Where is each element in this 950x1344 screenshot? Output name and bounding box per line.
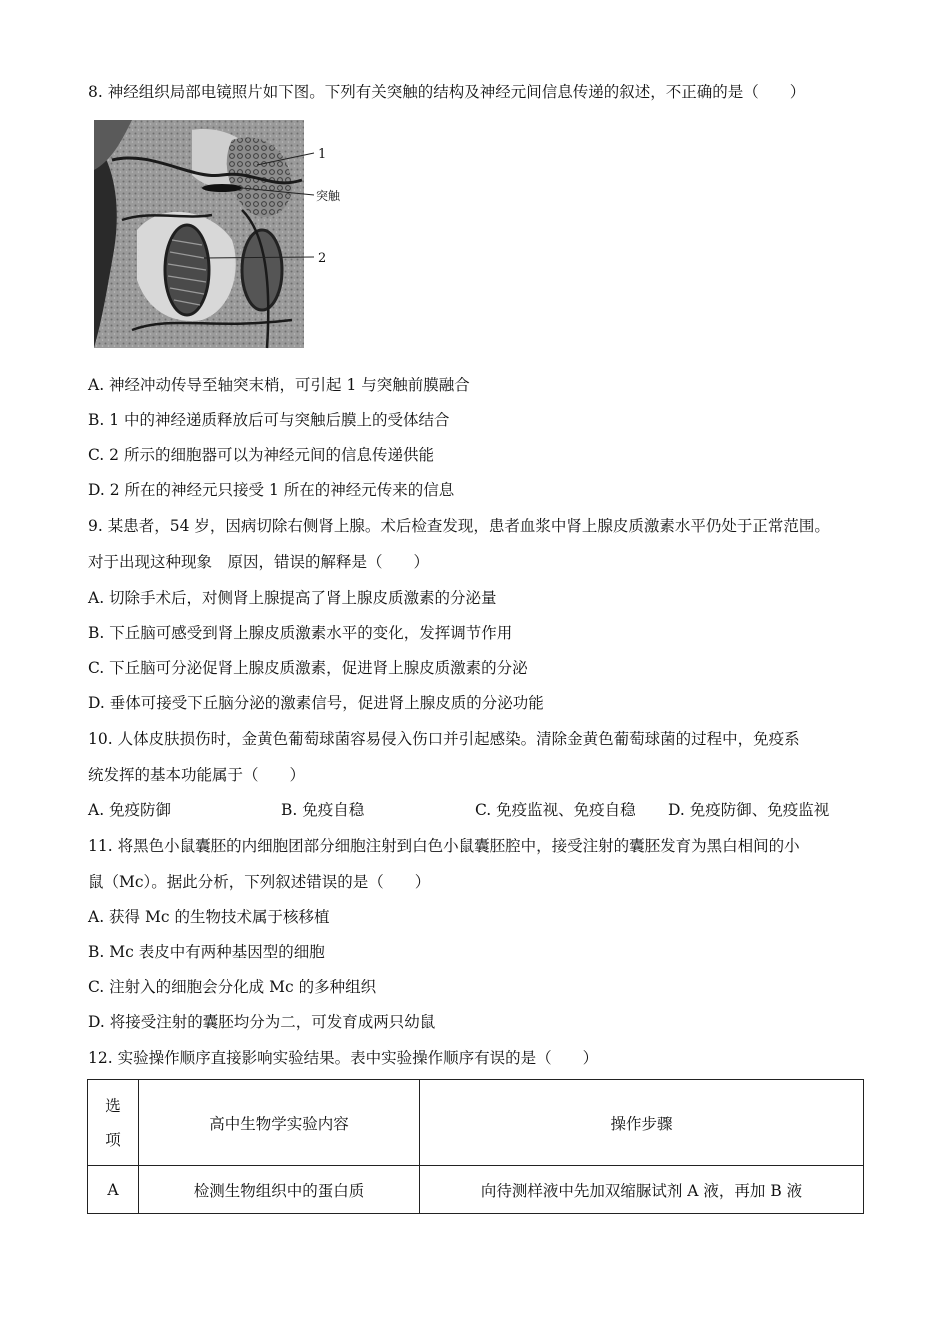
q12-stem: 12. 实验操作顺序直接影响实验结果。表中实验操作顺序有误的是（ ）: [88, 1049, 599, 1067]
figure-label-1: 1: [318, 147, 327, 162]
q10-stem-line2: 统发挥的基本功能属于（ ）: [88, 766, 306, 784]
row-steps-cell: 向待测样液中先加双缩脲试剂 A 液，再加 B 液: [420, 1166, 864, 1214]
q8-option-c: C. 2 所示的细胞器可以为神经元间的信息传递供能: [88, 446, 434, 464]
q10-option-d: D. 免疫防御、免疫监视: [668, 801, 830, 819]
q9-option-d: D. 垂体可接受下丘脑分泌的激素信号，促进肾上腺皮质的分泌功能: [88, 694, 544, 712]
row-content-cell: 检测生物组织中的蛋白质: [139, 1166, 420, 1214]
header-steps-cell: 操作步骤: [420, 1080, 864, 1166]
q9-stem-line2: 对于出现这种现象 原因，错误的解释是（ ）: [88, 553, 430, 571]
q12-table: [87, 1079, 864, 1214]
q11-option-b: B. Mc 表皮中有两种基因型的细胞: [88, 943, 325, 961]
q8-stem: 8. 神经组织局部电镜照片如下图。下列有关突触的结构及神经元间信息传递的叙述，不正确的是（ ）: [88, 83, 806, 101]
row-option-cell: A: [88, 1166, 139, 1214]
header-option-cell: [88, 1080, 139, 1166]
figure-label-2: 2: [318, 251, 327, 266]
header-option-top: 选: [105, 1096, 121, 1115]
electron-micrograph-figure: [92, 120, 342, 350]
q10-stem-line1: 10. 人体皮肤损伤时，金黄色葡萄球菌容易侵入伤口并引起感染。清除金黄色葡萄球菌的过程中，免疫系: [88, 730, 800, 748]
header-option-bottom: 项: [105, 1130, 121, 1149]
synapse-micrograph-image: [92, 120, 342, 350]
q11-option-a: A. 获得 Mc 的生物技术属于核移植: [88, 908, 330, 926]
q8-option-b: B. 1 中的神经递质释放后可与突触后膜上的受体结合: [88, 411, 450, 429]
q8-option-a: A. 神经冲动传导至轴突末梢，可引起 1 与突触前膜融合: [88, 376, 470, 394]
table-row: [88, 1166, 864, 1214]
figure-label-synapse: 突触: [316, 189, 341, 203]
q11-option-c: C. 注射入的细胞会分化成 Mc 的多种组织: [88, 978, 377, 996]
q8-option-d: D. 2 所在的神经元只接受 1 所在的神经元传来的信息: [88, 481, 455, 499]
q9-stem-line1: 9. 某患者，54 岁，因病切除右侧肾上腺。术后检查发现，患者血浆中肾上腺皮质激素水平仍处于正常范围。: [88, 517, 830, 535]
q10-option-b: B. 免疫自稳: [281, 801, 365, 819]
q9-option-b: B. 下丘脑可感受到肾上腺皮质激素水平的变化，发挥调节作用: [88, 624, 513, 642]
q9-option-c: C. 下丘脑可分泌促肾上腺皮质激素，促进肾上腺皮质激素的分泌: [88, 659, 528, 677]
q11-option-d: D. 将接受注射的囊胚均分为二，可发育成两只幼鼠: [88, 1013, 436, 1031]
q11-stem-line1: 11. 将黑色小鼠囊胚的内细胞团部分细胞注射到白色小鼠囊胚腔中，接受注射的囊胚发育为黑白相间的小: [88, 837, 800, 855]
q10-option-a: A. 免疫防御: [88, 801, 172, 819]
q11-stem-line2: 鼠（Mc）。据此分析，下列叙述错误的是（ ）: [88, 873, 431, 891]
q10-options-row: [88, 800, 868, 820]
table-header-row: [88, 1080, 864, 1166]
header-content-cell: 高中生物学实验内容: [139, 1080, 420, 1166]
q10-option-c: C. 免疫监视、免疫自稳: [475, 801, 636, 819]
q9-option-a: A. 切除手术后，对侧肾上腺提高了肾上腺皮质激素的分泌量: [88, 589, 497, 607]
